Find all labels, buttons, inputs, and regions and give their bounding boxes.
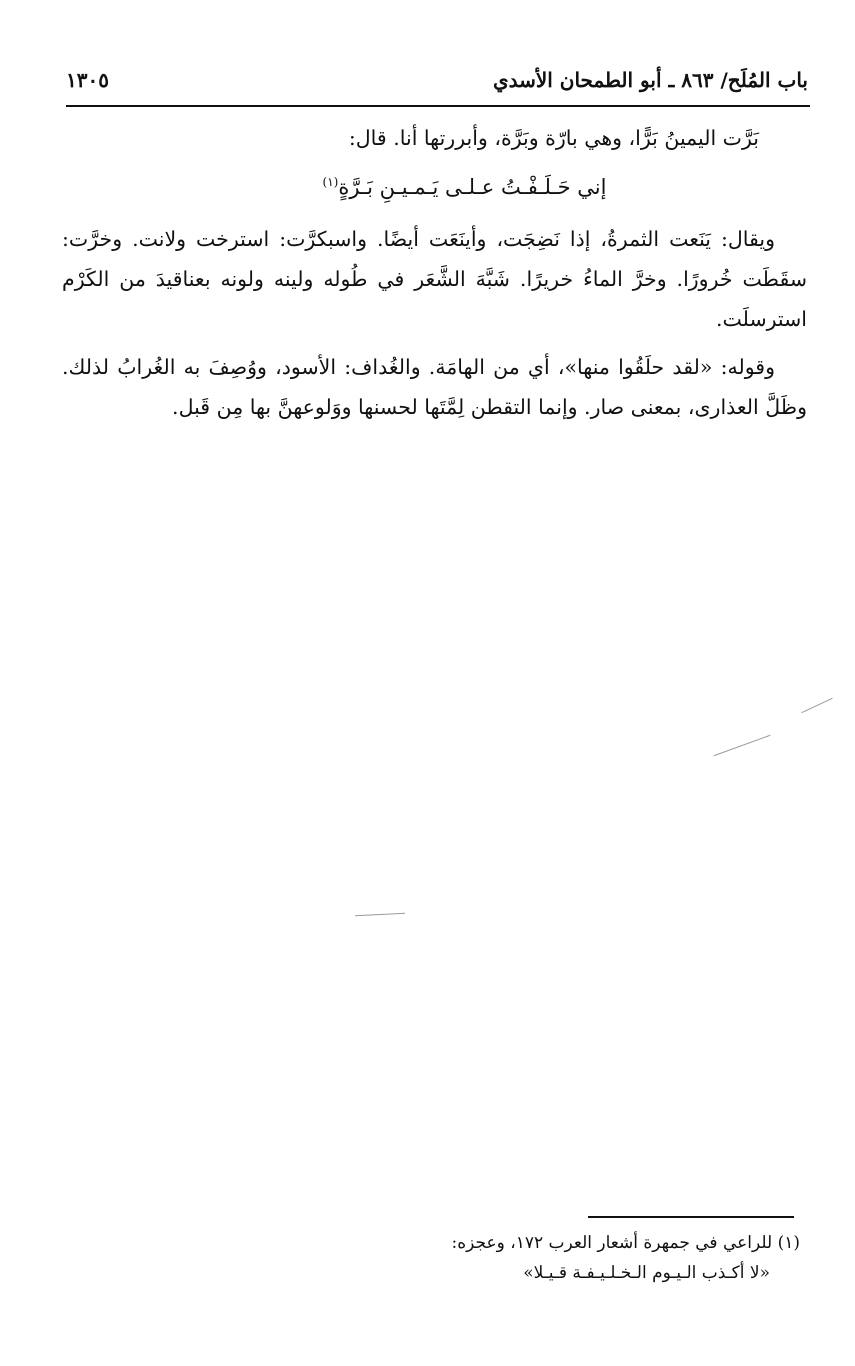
verse-line — [62, 158, 807, 211]
footnote-1-line-2: «لا أكـذب الـيـوم الـخـلـيـفـة قـيـلا» — [523, 1263, 770, 1283]
footnote-divider — [588, 1216, 794, 1218]
paragraph-3: وقوله: «لقد حلَقُوا منها»، أي من الهامَة. والغُداف: الأسود، ووُصِفَ به الغُرابُ لذلك. وظَلَّ العذارى، بمعنى صار. وإنما التقطن لِمَّتَها لحسنها ووَلوعهنَّ بها مِن قَبل. — [62, 355, 807, 419]
footnote-1-line-1: (١) للراعي في جمهرة أشعار العرب ١٧٢، وعجزه: — [451, 1233, 800, 1253]
paragraph-1: بَرَّت اليمينُ بَرًّا، وهي بارّة وبَرَّة، وأبررتها أنا. قال: — [348, 126, 759, 150]
running-header — [66, 62, 808, 102]
footnote-marker: (١) — [322, 175, 339, 189]
verse-text: إني حَـلَـفْـتُ عـلـى يَـمـيـنِ بَـرَّةٍ — [338, 175, 607, 199]
header-divider — [66, 105, 810, 107]
scan-mark — [355, 913, 405, 917]
scan-mark — [801, 698, 832, 713]
footnote-block — [200, 1228, 800, 1288]
running-header-title: باب المُلَح/ ٨٦٣ ـ أبو الطمحان الأسدي — [492, 68, 808, 92]
paragraph-2: ويقال: يَنَعت الثمرةُ، إذا نَضِجَت، وأينَعَت أيضًا. واسبكرَّت: استرخت ولانت. وخرَّت: سقَطَت خُرورًا. وخرَّ الماءُ خريرًا. شَبَّهَ الشَّعَر في طُوله ولينه ولونه بعناقيدَ من الكَرْم استرسلَت. — [62, 227, 807, 331]
scan-mark — [714, 735, 771, 756]
main-text — [62, 118, 807, 427]
page-number: ١٣٠٥ — [66, 68, 109, 92]
